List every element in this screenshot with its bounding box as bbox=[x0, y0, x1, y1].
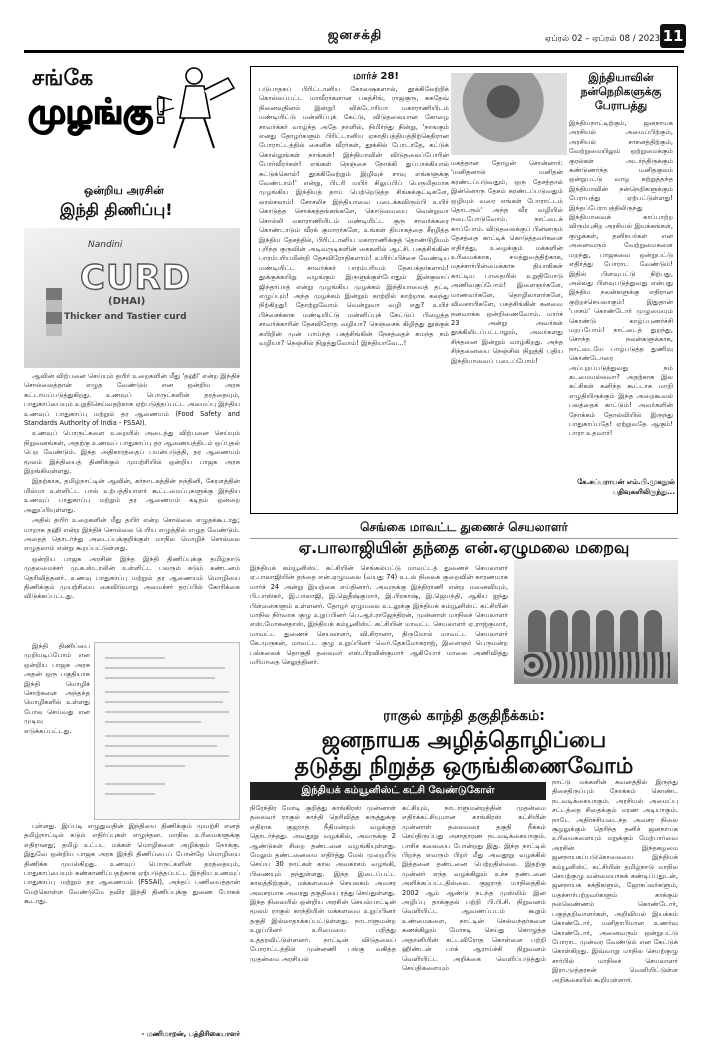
obituary-section bbox=[250, 520, 678, 700]
article-kicker: ராகுல் காந்தி தகுதிநீக்கம்: bbox=[383, 708, 545, 724]
paragraph: இதற்காக, தமிழ்நாட்டின் ஆவின், கர்நாடகத்தின் நந்தினி, கேரளத்தின் மில்மா உள்ளிட்ட பால் உற்பத்தியாளர் கூட்டமைப்புகளுக்கு இந்திய உணவுப் பாதுகாப்பு மற்றும் தர ஆணையம் கடிதம் ஒன்றை அனுப்பியுள்ளது. bbox=[24, 477, 240, 514]
box-middle-text: மகத்தான தோழன் சொன்னார்: 'மனிதனால் மனிதன் சுரண்டப்படுவதும், ஒரு தேசத்தால் இன்னொரு தேசம் சுரண்டப்படுவதும் ஒழியும் வரை எங்கள் போராட்டம் தொடரும்' அந்த வீர வழியில் நடைபோடுவோம். நாட்டைக் காப்போம். விடுதலைக்குப் பின்னரும் தேசத்தை காட்டிக் கொடுத்தவர்களை எதிர்த்து, உழைக்கும் மக்களின் உரிமைக்காக, சமத்துவத்திற்காக, மதச்சார்பின்மைக்காக தியாகிகள் காட்டிய பாதையில் உறுதியோடு அணிவகுப்போம்! இளைஞர்களே, மாணவர்களே, தொழிலாளர்களே, விவசாயிகளே, பகத்சிங்கின் கனவை நனவாக்க ஒன்றிணைவோம். மார்ச் 23 அன்று அவர்கள் தூக்கிலிடப்பட்டாலும், அவர்களது சிந்தனை இன்றும் வாழ்கிறது. அந்த சிந்தனையை நெஞ்சில் நிறுத்தி புதிய இந்தியாவைப் படைப்போம்! bbox=[451, 159, 563, 365]
box-right-text: இந்தியநாட்டிற்கும், ஜனநாயக அரசியல் அமைப்பிற்கும், அரசியல் சாசனத்திற்கும், வேற்றுமையிலும் ஒற்றுமைக்கும் குரல்கள் அடர்ந்திருக்கும் கண்டுணர்ந்த மனிதகுலம் ஒன்றுபட்டு வாழ கற்றுத்தந்த இந்தியாவின் நன்நெறிகளுக்கும் பேராபத்து ஏற்பட்டுள்ளது! இந்தப்பேராபத்திலிருந்து இந்தியாவைக் காப்பாற்ற விரும்புகிற அரசியல் இயக்கங்கள், குழுக்கள், தனிநபர்கள் என அனைவரும் வேற்றுமைகளை மறந்து, பாஜகவை ஒன்றுபட்டு எதிர்த்து போராட வேண்டும்! இதில் பிளவுபட்டு நிற்பது, அல்லது பிளவுபடுத்துவது என்பது இந்திய நலன்களுக்கு எதிரான குற்றச்செயலாகும்! இதுதான் 'பாசம்' கொண்டோர் முழுமையும் கொண்டு காழ்ப்புணர்ச்சி மறப்போம்! நாட்டைத் துறந்து, சொந்த நலன்களுக்காக, நாட்டையே பாழ்படுத்த துணிவு கொண்டோரை அப்புறப்படுத்துவது நம் கடமையல்லவா? அதற்காக இல கட்சிகள் கனிந்த கூட்டாக மாறி எழுதியிருக்கும் இந்த அறைகூவல் பலத்தைக் காட்டும்! அவர்களின் நோக்கம் தோல்வியில் இருந்து பாதுகாப்பதே! ஏற்றுவதே ஆகும்! பாரா உதவார்! bbox=[569, 119, 673, 438]
article-body-top bbox=[24, 372, 240, 642]
headline-line-2: தடுத்து நிறுத்த ஒருங்கிணைவோம் bbox=[294, 754, 634, 779]
paragraph: அதில் தயிர் உறைகளின் மீது தயிர் என்ற சொல்லை எழுதக்கூடாது; மாறாக தஹி என்ற இந்திச் சொல்லை பெரிய எழுத்தில் எழுத வேண்டும். அதைத் தொடர்ந்து அடைப்புக்குறிக்குள் மாநில மொழிச் சொல்லை எழுதலாம் என்று கூறப்பட்டுள்ளது. bbox=[24, 516, 240, 553]
paragraph: உணவுப் பொருட்களை உறையில் அடைத்து விற்பனை செய்யும் நிறுவனங்கள், அதற்கு உணவுப் பாதுகாப்பு தர ஆணையத்திடம் ஒப்புதல் பெற வேண்டும். இந்த அதிகாரத்தைப் பயன்படுத்தி, தர ஆணையம் மூலம் இந்தியைத் திணிக்கும் முயற்சியில் ஒன்றிய பாஜக அரசு இறங்கியுள்ளது. bbox=[24, 429, 240, 476]
signature-note: பதிவுகளிலிருந்து... bbox=[612, 488, 675, 496]
header-rule bbox=[24, 50, 684, 53]
article-body-bottom bbox=[24, 822, 240, 1030]
paragraph: ஆவின் விற்பனை செய்யும் தயிர் உறைகளின் மீது 'தஹி' என்ற இந்திச் சொல்லைத்தான் எழுத வேண்டும் என ஒன்றிய அரசு கட்டாயப்படுத்துகிறது. உணவுப் பொருட்களின் தரத்தையும், பாதுகாப்பையும் உறுதிசெய்வதற்காக ஏற்படுத்தப்பட்ட அமைப்பு இந்திய உணவுப் பாதுகாப்பு மற்றும் தர ஆணையம் (Food Safety and Standards Authority of India - FSSAI). bbox=[24, 372, 240, 428]
section-kicker: சங்கே bbox=[32, 66, 94, 91]
tribute-photo bbox=[514, 560, 678, 684]
conch-blower-icon bbox=[154, 60, 238, 152]
box-heading: மார்ச் 28! bbox=[353, 71, 399, 82]
author-photo bbox=[451, 73, 567, 155]
article-headline: இந்தி திணிப்பு! bbox=[60, 200, 173, 219]
box-left-text: படுபாதகப் பிரிட்டானிய கோஷைகளால், தூக்கிலேற்றிக் கொல்லப்பட்ட மாவீரர்களான பகத்சிங், ராஜகுரு, சுகதேவ் நினைவுதினம் இன்று! விக்டோரியா மகாராணியிடம் மண்டியிட்டு மன்னிப்புக் கேட்டு, விடுதலையான கோழை சாவர்க்கர் வாழ்ந்த அதே நாளில், நிமிர்ந்து நின்று, 'நாஙகும் எனது தோழர்களும் பிரிட்டானிய ஏகாதிபத்தியத்திற்கெதிரான போராட்டத்தில் சைனிக வீரர்கள், தூக்கில் போடாதே, சுட்டுக் கொல்லுங்கள் நாங்கள்! இந்தியாவின் விடுதலைப்போரின் போர்வீரர்கள்! எங்கள் நெஞ்சை நோக்கி துப்பாக்கியால் சுட்டுக்கொல்! தூக்கிலேற்றும் இழிவுச் சாவு எங்களுக்கு வேண்டாம்!' என்று, பிடரி மயிர் சிலுப்பிப் பெருமிதமாக முழங்கிய இந்தியத் தாய் பெற்றெடுத்த சிங்கக்குட்டிகளே, லால்சலாம்! சோசலிச இந்தியாவை படைக்கவிரும்பி உயிர் கொடுத்த சொக்கத்தங்கங்களே, கொடுமையை வென்றுவா சொல்லி மகாராணியிடம் மண்டியிட்ட குரு சாவர்க்கரை கொண்டாடும் வீரக் குமாரர்களே, உங்கள் தியாகத்தை சீரழித்த இந்திய தேசத்தில், பிரிட்டானிய மகாராணிக்குத் தொண்டூழியம் புரிந்த குருவின் அடிவருடிகளின் கைகளில் ஆட்சி. பகத்சிங்கின் பாரம்பரியமின்றி தேசவிரோதிகளாம்! உயிர்ப்பிச்சை வேண்டிய மண்டியிட்ட சாவர்க்கர் பாரம்பரியம் தேசபக்தர்களாம்! தூக்குக்கயிறு வழங்கும் இருளுக்குள்போதும் இன்குலாப் ஜிந்தாபாத் என்று முழங்கிய முழக்கம் இந்தியாவைத் தட்டி எழுப்பும்! அந்த முழக்கம் இன்றும் காற்றில் காற்றாக கலந்து நிற்கிறது! தோற்றுவோம் வென்றுவா வழி எது? உயிர் பிச்சைக்காக மண்டியிட்டு மன்னிப்புக் கேட்டுப் பிழைத்த சாவர்க்காரின் தேசவிரோத வழியா? நெஞ்சைக் கிழித்து தூக்குக் கயிறின் முன் பாய்ந்த பகத்சிங்கின் நேசத்தைச் சுமந்த நம் வழியா? நெஞ்சில் நிறுத்துவோம்! இந்தியாவே...! bbox=[259, 85, 449, 347]
left-column bbox=[24, 60, 240, 1045]
box-right-column bbox=[569, 71, 673, 501]
curd-packet-photo bbox=[24, 228, 240, 368]
paragraph: புள்ளது. இப்படி எழுதுவதின் இந்தியை திணிக்கும் முயற்சி எனத் தமிழ்நாட்டில் கடும் எதிர்ப்புகள் எழுந்தன. மாநில உரிமைகளுக்கு எதிரானது; தமிழ் உட்பட மக்கள் மொழிகளை அழிக்கும் நோக்கு. இதுவே ஒன்றிய பாஜக அரசு இந்தி திணிப்பைப் போன்றே மொழியை திணிக்க முயல்கிறது. உணவுப் பொருட்களின் தரத்தையும், பாதுகாப்பையும் கண்காணிப்பதற்காக ஏற்படுத்தப்பட்ட இந்திய உணவுப் பாதுகாப்பு மற்றும் தர ஆணையம் (FSSAI), அந்தப் பணியைத்தான் மேற்கொள்ள வேண்டுமே தவிர இந்தி திணிப்புக்கு துணை போகக் கூடாது. bbox=[24, 822, 240, 906]
curd-dhai: (DHAI) bbox=[108, 296, 146, 307]
article-column-1: நிரேந்திர மோடி குறித்து காங்கிரஸ் முன்னாள் தலைவர் ராகுல் காந்தி தெரிவித்த கருத்துக்கு எதிராக குஜராத் நீதிமன்றம் வழக்குத் தொடர்ந்தது. அவதூறு வழக்கில், அவருக்கு 2 ஆண்டுகள் சிறை தண்டனை வழங்கியுள்ளது. மேலும் தண்டனையை எதிர்த்து மேல் முறையீடு செய்ய 30 நாட்கள் கால அவகாசம் வழங்கி, பிணையும் தந்துள்ளது. இந்த இடைப்பட்ட காலத்திற்குள், மக்களவைச் செயலகம் அவசர அவசரமாக அவரது தகுதியை ரத்து செய்துள்ளது. இந்த நிலையில் ஒன்றிய அரசின் செயல்பாட்டின் மூலம் ராகுல் காந்தியின் மக்களவை உறுப்பினர் தகுதி இல்லாதாக்கப்பட்டுள்ளது. நாடாளுமன்ற உறுப்பினர் உரிமையை பறித்து உத்தரவிட்டுள்ளனர். நாட்டின் விடுதலைப் போராட்டத்தில் முன்னணி பங்கு வகித்த முதன்மை அரசியல் bbox=[250, 804, 396, 963]
article-kicker: ஒன்றிய அரசின் bbox=[84, 184, 164, 197]
curd-word: CURD bbox=[80, 258, 191, 298]
box-signature bbox=[567, 477, 675, 497]
signature-name: கே.சுப்பராயன் எம்.பி.முகநூல் bbox=[577, 478, 675, 486]
obituary-body: இந்தியக் கம்யூனிஸ்ட் கட்சியின் செங்கல்பட்டு மாவட்டத் துணைச் செயலாளர் ஏ.பாலாஜியின் தந்தை என்.ஏழுமலை (வயது 74) உடல் நிலைக் குறைவின் காரணமாக மார்ச் 24 அன்று இயற்கை எய்தினார். அவருக்கு இந்திராணி என்ற மனைவியும், பி.பாஸ்கர், இ.பாலாஜி, இ.ஜெதீஷ்குமார், இ.பிரகாஷ், இ.ஜெயந்தி, ஆகிய ஐந்து பிள்ளைகளும் உள்ளனர். தோழர் ஏழுமலை உடலுக்கு இந்தியக் கம்யூனிஸ்ட் கட்சியின் மாநில நிர்வாக குழு உறுப்பினர் பெ.ஆர்.ராஜேந்திரன், முன்னாள் மாநிலச் செயலாளர் எஸ்.மோகனதாஸ், இந்தியக் கம்யூனிஸ்ட் கட்சியின் மாவட்ட செயலாளர் ஏ.ராஜ்குமார், மாவட்ட துணைச் செயலாளர், வி.சிரானா, திருமோல் மாவட்ட செயலாளர் கே.முருகன், மாவட்ட குழு உறுப்பினர் வெர்.தேசுமோகராஜ், இளைஞர் பெருமன்ற பல்கலைக் தொகுதி தலைவர் எஸ்.பிரவின்குமார் ஆகியோர் மாலை அணிவித்து மரியாதை செலுத்தினர். bbox=[250, 564, 508, 667]
byline: - மணிமாறன், பத்திரிகையாளர் bbox=[141, 1030, 240, 1038]
article-body-narrow bbox=[24, 642, 90, 822]
paragraph: இந்தி திணிப்பை முறியடிப்போம் என ஒன்றிய பாஜக அரசு அதன் ஒரு பகுதியாக இந்தி மொழிச் சொற்களை அந்தந்த மொழிகளில் உள்ளது போல செய்வது என முடிவு எடுக்கப்பட்டது. bbox=[24, 642, 90, 735]
page-header bbox=[0, 0, 709, 56]
packet-stripe bbox=[46, 288, 62, 336]
box-right-heading: இந்தியாவின் நன்நெறிகளுக்கு பேராபத்து bbox=[580, 71, 662, 112]
headline-line-1: ஜனநாயக அழித்தொழிப்பை bbox=[321, 728, 607, 753]
rahul-article bbox=[250, 708, 678, 1048]
publication-title: ஜனசக்தி bbox=[327, 28, 383, 43]
obituary-headline: ஏ.பாலாஜியின் தந்தை என்.ஏழுமலை மறைவு bbox=[298, 538, 630, 557]
obituary-kicker: செங்கை மாவட்ட துணைச் செயலாளர் bbox=[250, 520, 678, 539]
article-column-2: கட்சியும், நாடாளுமன்றத்தின் முதன்மை எதிர்க்கட்சியுமான காங்கிரஸ் கட்சியின் முன்னாள் தலைவரை தகுதி நீக்கம் செய்திருப்பது அசாதாரண நடவடிக்கையாகும். பாசிச கலையை போன்றது இது. இந்த நாட்டில் பிறந்த எவரும் பிறர் மீது அவதூறு வழக்கில் இத்தனை தண்டனை பெற்றதில்லை. இதற்கு முன்னர் எந்த வழக்கிலும் உச்ச தண்டனை அளிக்கப்பட்டதில்லை. குஜராத் மாநிலத்தில் 2002 ஆம் ஆண்டு நடந்த முஸ்லிம் இன அழிப்பு தாக்குதல் பற்றி பி.பி.சி. நிறுவனம் வெளியிட்ட ஆவணப்படம் கூறும் உண்மைகளை, நாட்டின் செல்வந்தர்களை கணக்கிலும் மோசடி செய்து கொழுத்த அதானியின் சட்டவிரோத கொள்ளை பற்றி ஹிண்டன் பர்க் ஆராய்ச்சி நிறுவனம் வெளியிட்ட அறிக்கை வெளிப்படுத்தும் செய்திகளையும் bbox=[402, 804, 546, 972]
curd-tagline: Thicker and Tastier curd bbox=[64, 312, 187, 322]
section-title: முழங்கு! bbox=[28, 92, 169, 132]
issue-date: ஏப்ரல் 02 – ஏப்ரல் 08 / 2023 bbox=[544, 34, 660, 44]
fssai-letter-image bbox=[94, 642, 240, 820]
page-number: 11 bbox=[660, 24, 686, 48]
party-appeal-band: இந்தியக் கம்யூனிஸ்ட் கட்சி வேண்டுகோள் bbox=[250, 782, 546, 800]
march-28-box bbox=[250, 66, 678, 514]
curd-brand: Nandini bbox=[88, 240, 123, 250]
paragraph: ஒன்றிய பாஜக அரசின் இந்த இந்தி திணிப்புக்கு தமிழ்நாடு முதலமைச்சர் மு.க.ஸ்டாலின் உள்ளிட்ட பலரும் கடும் கண்டனம் தெரிவித்தனர். உணவு பாதுகாப்பு மற்றும் தர ஆணையம் மொழியை திணிக்கும் முயற்சியை கைவிடுமாறு அமைச்சர் தரப்பில் கோரிக்கை விடுக்கப்பட்டது. bbox=[24, 554, 240, 601]
article-column-3: நாட்டு மக்களின் கவனத்தில் இருந்து திசைதிருப்பும் நோக்கம் கொண்ட நடவடிக்கையாகும். அரசியல் அமைப்பு சட்டத்தை சிதைக்கும் மரண அடியாகும். நாடே அதிர்ச்சியடைந்த அவசர நிலை சூழலுக்கும் தெரிந்த தனிச் ஜனநாயக உரிமைகளையும் மறுக்கும் மேற்பார்வை அரசின் இந்தகழமை ஜனநாயகப்படுகொலையை இந்தியக் கம்யூனிஸ்ட் கட்சியின் தமிழ்நாடு மாநில செயற்குழு வன்மையாகக் கண்டிப்பதுடன், ஜனநாயக சக்திகளும், ஜோசப்லர்களும், மதச்சார்பற்றவர்களும் காக்கும் நல்லெண்ணம் கொண்டோர், பகுத்தறிவாளர்கள், அறிவியல் இயக்கம் கொண்டோர், மனிதாபிமான உணர்வு கொண்டோர், அனைவரும் ஒன்றுபட்டு போராட முன்வர வேண்டும் என கேட்டுக் கொள்கிறது. இவ்வாறு மாநில செயற்குழு சார்பில் மாநிலச் செயலாளர் இரா.முத்தரசன் வெளியிட்டுள்ள அறிக்கையில் கூறியுள்ளார். bbox=[552, 778, 678, 984]
